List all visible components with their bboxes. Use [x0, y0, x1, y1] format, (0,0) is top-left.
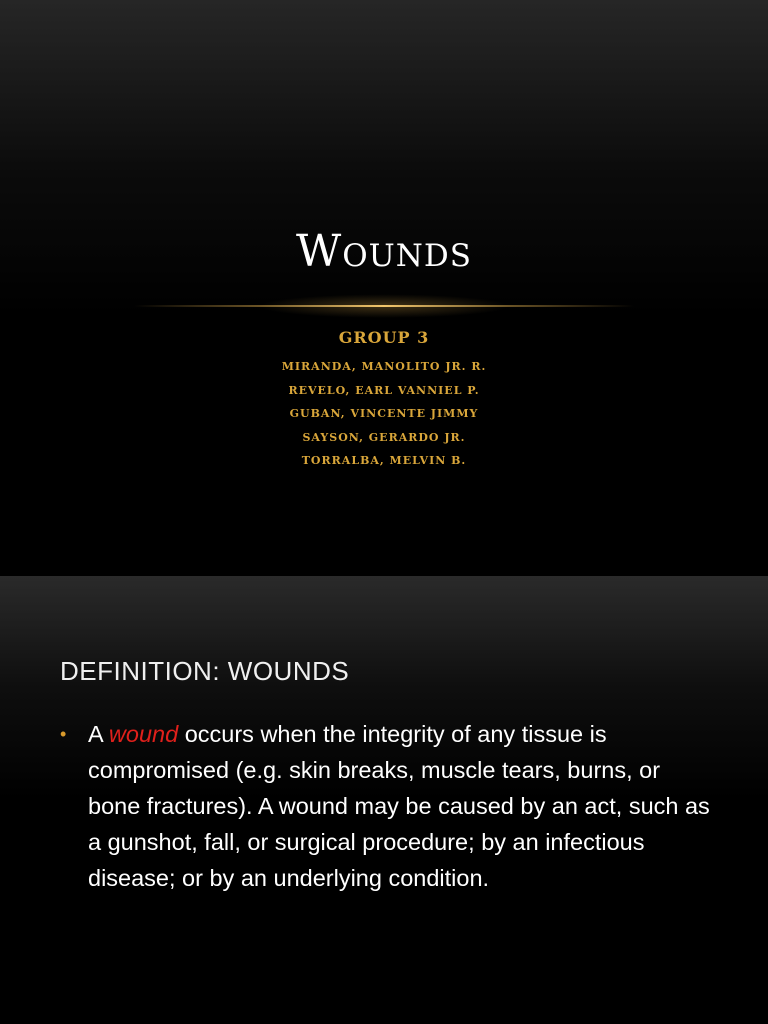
group-block: [0, 328, 768, 473]
bullet-rest: occurs when the integrity of any tissue is compromised (e.g. skin breaks, muscle tears, burns, or bone fractures). A wound may be caused by an act, such as a gunshot, fall, or surgical procedure; by an infectious disease; or by an underlying condition.: [88, 721, 710, 891]
bullet-prefix: A: [88, 721, 103, 747]
member-name: GUBAN, VINCENTE JIMMY: [289, 407, 479, 420]
slide-heading: DEFINITION: WOUNDS: [60, 656, 350, 686]
member-name: SAYSON, GERARDO JR.: [302, 430, 466, 444]
member-name: REVELO, EARL VANNIEL P.: [288, 383, 480, 397]
bullet-icon: •: [60, 724, 67, 744]
member-name: TORRALBA, MELVIN B.: [301, 454, 467, 467]
title-underline: [134, 305, 634, 307]
member-name: MIRANDA, MANOLITO JR. R.: [281, 360, 487, 373]
highlighted-term: wound: [108, 721, 179, 747]
definition-slide: [0, 576, 768, 1024]
bullet-text: [88, 716, 710, 896]
group-name: GROUP 3: [338, 328, 430, 347]
slide-title: Wounds: [296, 226, 472, 277]
